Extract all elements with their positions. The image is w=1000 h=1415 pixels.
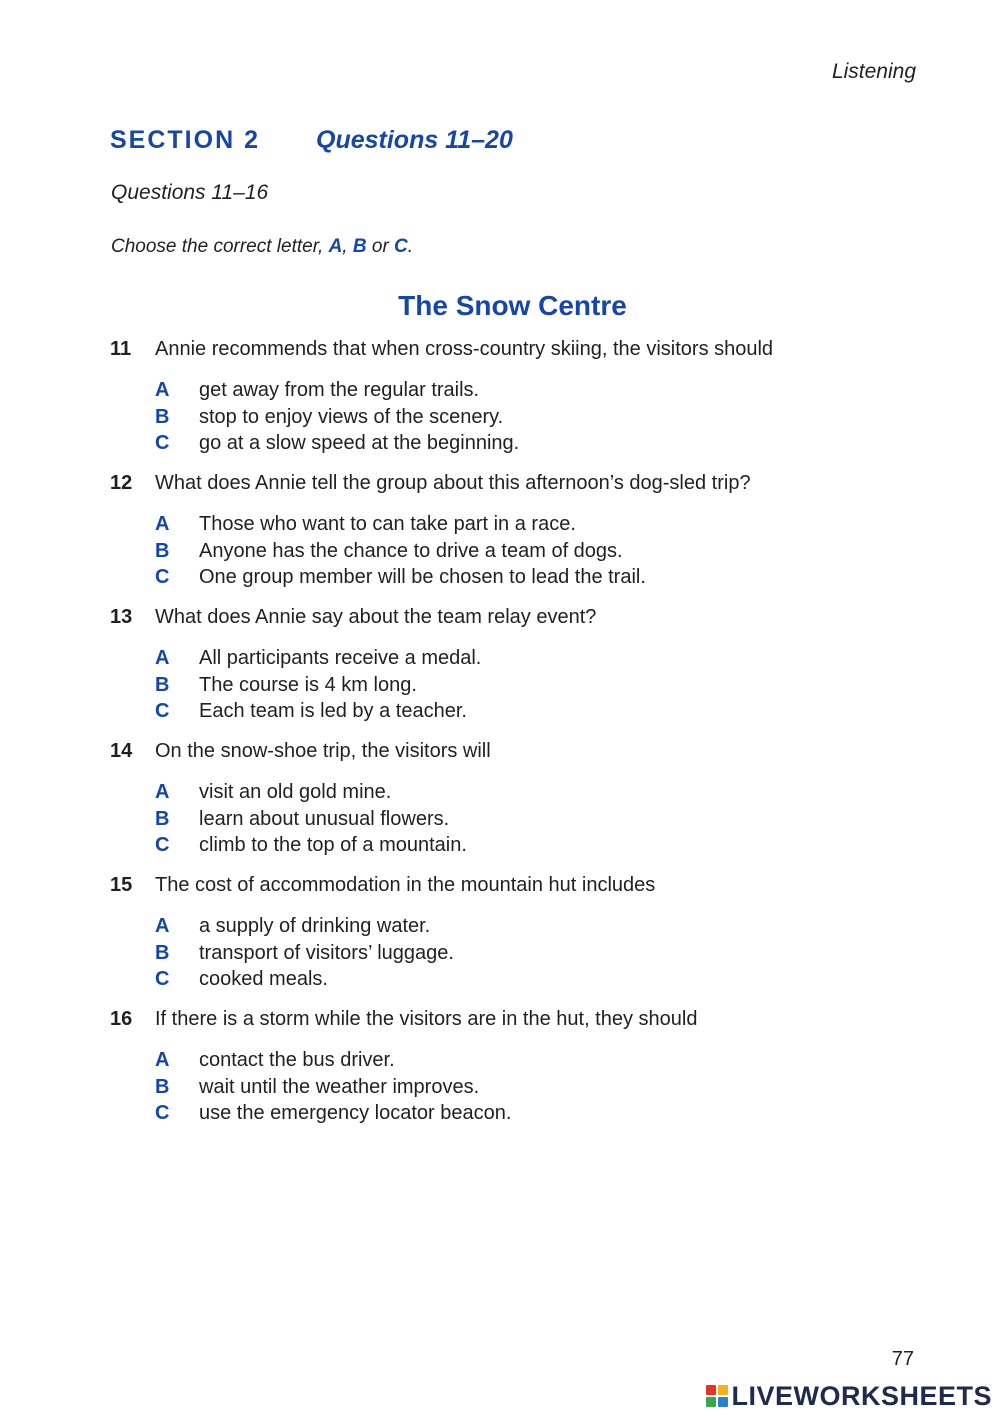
question-range: Questions 11–20	[316, 126, 513, 154]
question-number: 12	[110, 472, 133, 494]
option-text: transport of visitors’ luggage.	[199, 942, 454, 964]
question-12	[0, 472, 1000, 606]
option-b[interactable]	[155, 808, 449, 831]
logo-square-green	[706, 1397, 716, 1407]
option-text: stop to enjoy views of the scenery.	[199, 406, 504, 428]
option-b[interactable]	[155, 540, 623, 563]
option-text: visit an old gold mine.	[199, 781, 392, 803]
option-letter: A	[155, 1049, 170, 1071]
option-text: climb to the top of a mountain.	[199, 834, 467, 856]
instruction-letter-b: B	[352, 236, 367, 257]
instruction-sep-2: or	[366, 236, 395, 257]
logo-square-yellow	[718, 1385, 728, 1395]
logo-square-red	[706, 1385, 716, 1395]
option-c[interactable]	[155, 1102, 511, 1125]
subheading: Questions 11–16	[111, 181, 269, 204]
option-letter: A	[155, 915, 170, 937]
question-text: If there is a storm while the visitors are in the hut, they should	[155, 1008, 698, 1030]
option-letter: B	[155, 406, 170, 428]
option-text: Those who want to can take part in a race.	[199, 513, 576, 535]
liveworksheets-logo	[706, 1382, 992, 1410]
question-text: What does Annie say about the team relay event?	[155, 606, 597, 628]
question-text: On the snow-shoe trip, the visitors will	[155, 740, 491, 762]
option-c[interactable]	[155, 834, 467, 857]
option-c[interactable]	[155, 968, 328, 991]
section-heading	[110, 126, 513, 155]
question-number: 16	[110, 1008, 133, 1030]
option-a[interactable]	[155, 513, 576, 536]
option-a[interactable]	[155, 379, 479, 402]
option-letter: C	[155, 432, 170, 454]
page-number: 77	[891, 1348, 914, 1370]
question-13	[0, 606, 1000, 740]
option-text: Anyone has the chance to drive a team of dogs.	[199, 540, 623, 562]
question-text: Annie recommends that when cross-country skiing, the visitors should	[155, 338, 774, 360]
question-11	[0, 338, 1000, 472]
option-text: cooked meals.	[199, 968, 328, 990]
option-letter: C	[155, 1102, 170, 1124]
option-text: learn about unusual flowers.	[199, 808, 450, 830]
option-a[interactable]	[155, 915, 430, 938]
option-letter: C	[155, 566, 170, 588]
option-a[interactable]	[155, 781, 391, 804]
instruction-prefix: Choose the correct letter,	[111, 236, 329, 257]
option-c[interactable]	[155, 432, 519, 455]
option-text: go at a slow speed at the beginning.	[199, 432, 520, 454]
question-text: The cost of accommodation in the mountain hut includes	[155, 874, 656, 896]
option-text: a supply of drinking water.	[199, 915, 431, 937]
option-c[interactable]	[155, 700, 467, 723]
question-list	[0, 338, 1000, 1142]
instruction-letter-a: A	[328, 236, 343, 257]
instruction-suffix: .	[407, 236, 414, 257]
option-letter: A	[155, 513, 170, 535]
question-16	[0, 1008, 1000, 1142]
option-letter: C	[155, 834, 170, 856]
option-c[interactable]	[155, 566, 646, 589]
question-15	[0, 874, 1000, 1008]
logo-mark-icon	[706, 1385, 728, 1407]
option-text: wait until the weather improves.	[199, 1076, 480, 1098]
option-letter: B	[155, 942, 170, 964]
page-title: The Snow Centre	[398, 290, 627, 321]
option-letter: A	[155, 781, 170, 803]
option-b[interactable]	[155, 674, 417, 697]
option-text: Each team is led by a teacher.	[199, 700, 467, 722]
option-text: get away from the regular trails.	[199, 379, 480, 401]
question-text: What does Annie tell the group about this afternoon’s dog-sled trip?	[155, 472, 751, 494]
option-letter: C	[155, 968, 170, 990]
section-name: Listening	[831, 60, 916, 83]
option-text: use the emergency locator beacon.	[199, 1102, 512, 1124]
option-b[interactable]	[155, 406, 503, 429]
option-b[interactable]	[155, 1076, 479, 1099]
logo-square-blue	[718, 1397, 728, 1407]
instruction-letter-c: C	[394, 236, 408, 257]
option-letter: B	[155, 674, 170, 696]
option-letter: A	[155, 647, 170, 669]
option-text: contact the bus driver.	[199, 1049, 395, 1071]
option-letter: C	[155, 700, 170, 722]
logo-text: LIVEWORKSHEETS	[731, 1380, 992, 1411]
instruction-sep-1: ,	[342, 236, 353, 257]
question-number: 15	[110, 874, 133, 896]
option-b[interactable]	[155, 942, 454, 965]
option-text: One group member will be chosen to lead the trail.	[199, 566, 646, 588]
option-text: All participants receive a medal.	[199, 647, 482, 669]
question-14	[0, 740, 1000, 874]
option-a[interactable]	[155, 647, 481, 670]
option-a[interactable]	[155, 1049, 395, 1072]
question-number: 14	[110, 740, 133, 762]
option-letter: B	[155, 808, 170, 830]
instruction	[111, 236, 413, 258]
option-letter: B	[155, 540, 170, 562]
option-letter: B	[155, 1076, 170, 1098]
option-letter: A	[155, 379, 170, 401]
section-label: SECTION 2	[110, 126, 260, 154]
question-number: 11	[110, 338, 132, 360]
option-text: The course is 4 km long.	[199, 674, 417, 696]
question-number: 13	[110, 606, 133, 628]
